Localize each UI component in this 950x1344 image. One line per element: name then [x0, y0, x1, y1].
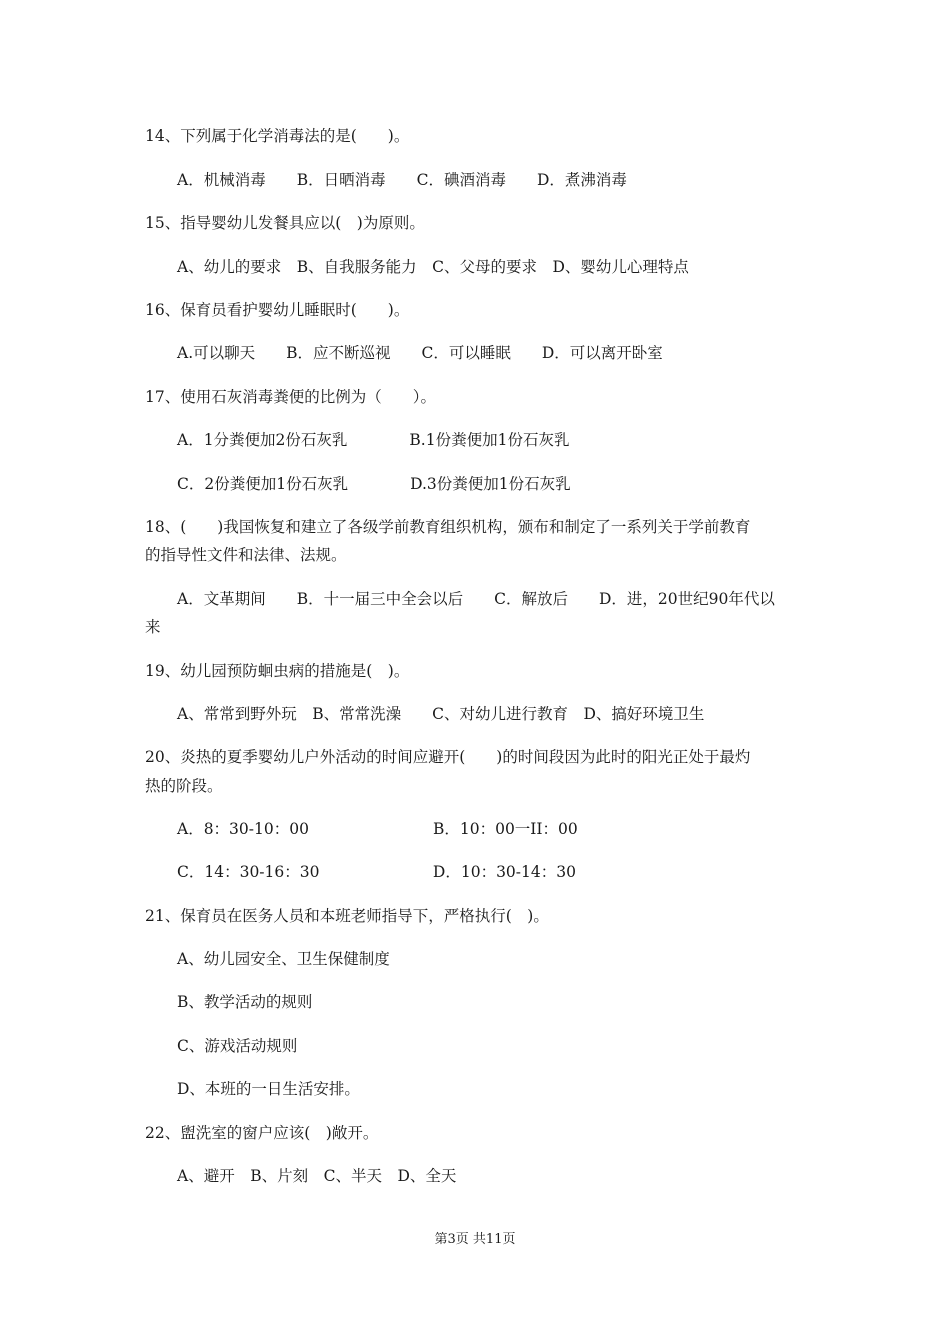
options-16: A.可以聊天 B．应不断巡视 C．可以睡眠 D．可以离开卧室 — [177, 344, 663, 362]
question-17: 17、使用石灰消毒粪便的比例为（ ）。 — [145, 388, 436, 406]
options-22: A、避开 B、片刻 C、半天 D、全天 — [177, 1167, 457, 1185]
options-17-row1: A．1分粪便加2份石灰乳 B.1份粪便加1份石灰乳 — [177, 431, 570, 449]
options-18-cont: 来 — [145, 618, 161, 636]
question-20-cont: 热的阶段。 — [145, 777, 223, 795]
question-21: 21、保育员在医务人员和本班老师指导下，严格执行( )。 — [145, 907, 549, 925]
page-footer: 第3页 共11页 — [434, 1232, 516, 1247]
options-17-row2: C．2份粪便加1份石灰乳 D.3份粪便加1份石灰乳 — [177, 475, 571, 493]
question-18: 18、( )我国恢复和建立了各级学前教育组织机构，颁布和制定了一系列关于学前教育 — [145, 518, 751, 536]
options-21-c: C、游戏活动规则 — [177, 1037, 298, 1055]
question-20: 20、炎热的夏季婴幼儿户外活动的时间应避开( )的时间段因为此时的阳光正处于最灼 — [145, 748, 751, 766]
options-20-row2: C．14：30-16：30 D．10：30-14：30 — [177, 863, 576, 881]
options-21-a: A、幼儿园安全、卫生保健制度 — [177, 950, 390, 968]
question-14: 14、下列属于化学消毒法的是( )。 — [145, 127, 410, 145]
options-15: A、幼儿的要求 B、自我服务能力 C、父母的要求 D、婴幼儿心理特点 — [177, 258, 689, 276]
options-18: A．文革期间 B．十一届三中全会以后 C．解放后 D．进，20世纪90年代以 — [177, 590, 775, 608]
question-16: 16、保育员看护婴幼儿睡眠时( )。 — [145, 301, 410, 319]
question-22: 22、盥洗室的窗户应该( )敞开。 — [145, 1124, 379, 1142]
options-19: A、常常到野外玩 B、常常洗澡 C、对幼儿进行教育 D、搞好环境卫生 — [177, 705, 705, 723]
question-15: 15、指导婴幼儿发餐具应以( )为原则。 — [145, 214, 425, 232]
options-20-row1: A．8：30-10：00 B．10：00一II：00 — [177, 820, 578, 838]
options-21-d: D、本班的一日生活安排。 — [177, 1080, 360, 1098]
question-19: 19、幼儿园预防蛔虫病的措施是( )。 — [145, 662, 410, 680]
options-14: A．机械消毒 B．日晒消毒 C．碘酒消毒 D．煮沸消毒 — [177, 171, 627, 189]
question-18-cont: 的指导性文件和法律、法规。 — [145, 546, 347, 564]
options-21-b: B、教学活动的规则 — [177, 993, 313, 1011]
